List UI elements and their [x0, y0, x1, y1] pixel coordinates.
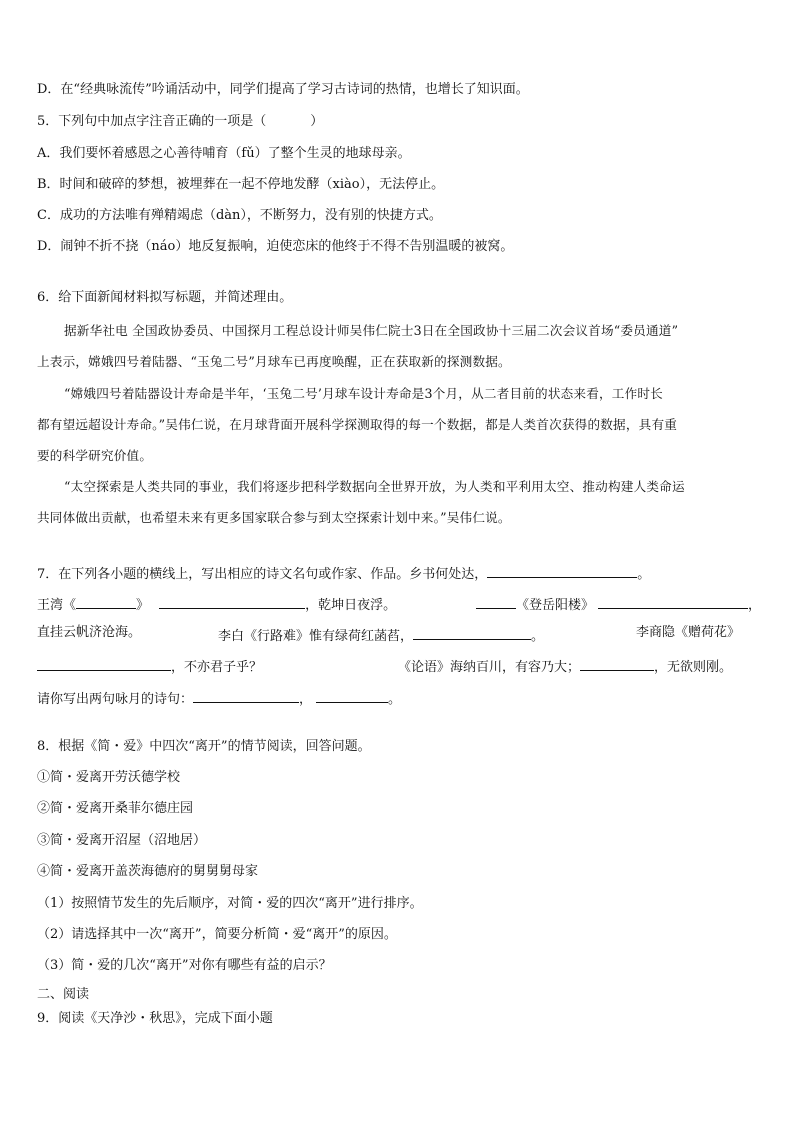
- q5-option-d: D．闹钟不折不挠（náo）地反复振响，迫使恋床的他终于不得不告别温暖的被窝。: [37, 239, 514, 254]
- q5-stem-close: ）: [310, 114, 324, 129]
- q7-lishangyin-title: 李商隐《赠荷花》: [636, 625, 741, 640]
- q7-title-dengyueyanglou: 《登岳阳楼》: [516, 598, 595, 613]
- q8-stem: 8．根据《简・爱》中四次“离开”的情节阅读，回答问题。: [37, 739, 371, 754]
- q7-lunyu-verse: ，不亦君子乎？: [171, 660, 263, 675]
- answer-blank[interactable]: [37, 656, 171, 671]
- q7-moon-prompt: 请你写出两句咏月的诗句：: [37, 692, 194, 707]
- punct: ，: [299, 692, 313, 707]
- q7-line5: [37, 688, 401, 708]
- q8-item-4: ④简・爱离开盖茨海德府的舅舅舅母家: [37, 864, 259, 879]
- q7-line2-right: [476, 594, 761, 614]
- answer-blank[interactable]: [487, 563, 637, 578]
- q7-libai-line: 李白《行路难》惟有绿荷红菡萏，: [218, 629, 414, 644]
- q6-para1-line1: 据新华社电 全国政协委员、中国探月工程总设计师吴伟仁院士3日在全国政协十三届二次会议首场“委员通道”: [64, 323, 679, 338]
- q5-option-b: B．时间和破碎的梦想，被埋葬在一起不停地发酵（xiào），无法停止。: [37, 177, 445, 192]
- q7-line4-right: [398, 656, 732, 676]
- q5-stem: [37, 114, 323, 130]
- section-title-reading: 二、阅读: [37, 987, 90, 1002]
- q6-stem: 6．给下面新闻材料拟写标题，并简述理由。: [37, 290, 293, 305]
- punct: 。: [388, 692, 402, 707]
- q7-line4-left: [37, 656, 262, 676]
- q7-lunyu-title: 《论语》海纳百川，有容乃大；: [398, 660, 581, 675]
- q6-para3-line1: “太空探索是人类共同的事业，我们将逐步把科学数据向全世界开放，为人类和平利用太空、推动构建人类命运: [64, 479, 685, 494]
- q7-verse-wuyuzegang: ，无欲则刚。: [654, 660, 733, 675]
- q7-line2-left: [37, 594, 396, 614]
- q6-para2-line1: “嫦娥四号着陆器设计寿命是半年，‘玉兔二号’月球车设计寿命是3个月，从二者目前的状态来看，工作时长: [64, 386, 663, 401]
- q8-item-2: ②简・爱离开桑菲尔德庄园: [37, 801, 194, 816]
- answer-blank[interactable]: [413, 625, 531, 640]
- q7-stem: 7．在下列各小题的横线上，写出相应的诗文名句或作家、作品。乡书何处达，: [37, 567, 488, 582]
- q7-line1: [37, 563, 650, 583]
- q6-para2-line2: 都有望远超设计寿命。”吴伟仁说，在月球背面开展科学探测取得的每一个数据，都是人类首次获得的数据，具有重: [37, 417, 678, 432]
- answer-blank[interactable]: [580, 656, 654, 671]
- q8-subq-3: （3）简・爱的几次“离开”对你有哪些有益的启示？: [37, 958, 332, 973]
- answer-blank[interactable]: [476, 594, 516, 609]
- q6-para1-line2: 上表示，嫦娥四号着陆器、“玉兔二号”月球车已再度唤醒，正在获取新的探测数据。: [37, 354, 511, 369]
- q6-para2-line3: 要的科学研究价值。: [37, 448, 153, 463]
- answer-blank[interactable]: [193, 688, 299, 703]
- q5-option-a: A．我们要怀着感恩之心善待哺育（fǔ）了整个生灵的地球母亲。: [37, 146, 411, 161]
- punct: 。: [637, 567, 651, 582]
- q8-subq-2: （2）请选择其中一次“离开”，简要分析简・爱“离开”的原因。: [37, 927, 397, 942]
- q8-item-1: ①简・爱离开劳沃德学校: [37, 770, 181, 785]
- punct: ，: [748, 598, 762, 613]
- q7-verse-jiguayunfan: 直挂云帆济沧海。: [37, 625, 142, 640]
- q5-stem-text: 5．下列句中加点字注音正确的一项是（: [37, 114, 267, 129]
- q7-verse: ，乾坤日夜浮。: [305, 598, 397, 613]
- q5-option-c: C．成功的方法唯有殚精竭虑（dàn），不断努力，没有别的快捷方式。: [37, 208, 442, 223]
- q8-item-3: ③简・爱离开沼屋（沼地居）: [37, 833, 207, 848]
- answer-blank[interactable]: [76, 594, 136, 609]
- q7-line3-mid: [218, 625, 544, 645]
- punct: 》: [136, 598, 150, 613]
- answer-blank[interactable]: [159, 594, 305, 609]
- q4-option-d: D．在“经典咏流传”吟诵活动中，同学们提高了学习古诗词的热情，也增长了知识面。: [37, 82, 529, 97]
- punct: 。: [531, 629, 545, 644]
- q6-para3-line2: 共同体做出贡献，也希望未来有更多国家联合参与到太空探索计划中来。”吴伟仁说。: [37, 510, 511, 525]
- q8-subq-1: （1）按照情节发生的先后顺序，对简・爱的四次“离开”进行排序。: [37, 896, 423, 911]
- answer-blank[interactable]: [316, 688, 388, 703]
- q7-author-wangwan: 王湾《: [37, 598, 77, 613]
- q9-stem: 9．阅读《天净沙・秋思》，完成下面小题: [37, 1011, 273, 1026]
- answer-blank[interactable]: [598, 594, 748, 609]
